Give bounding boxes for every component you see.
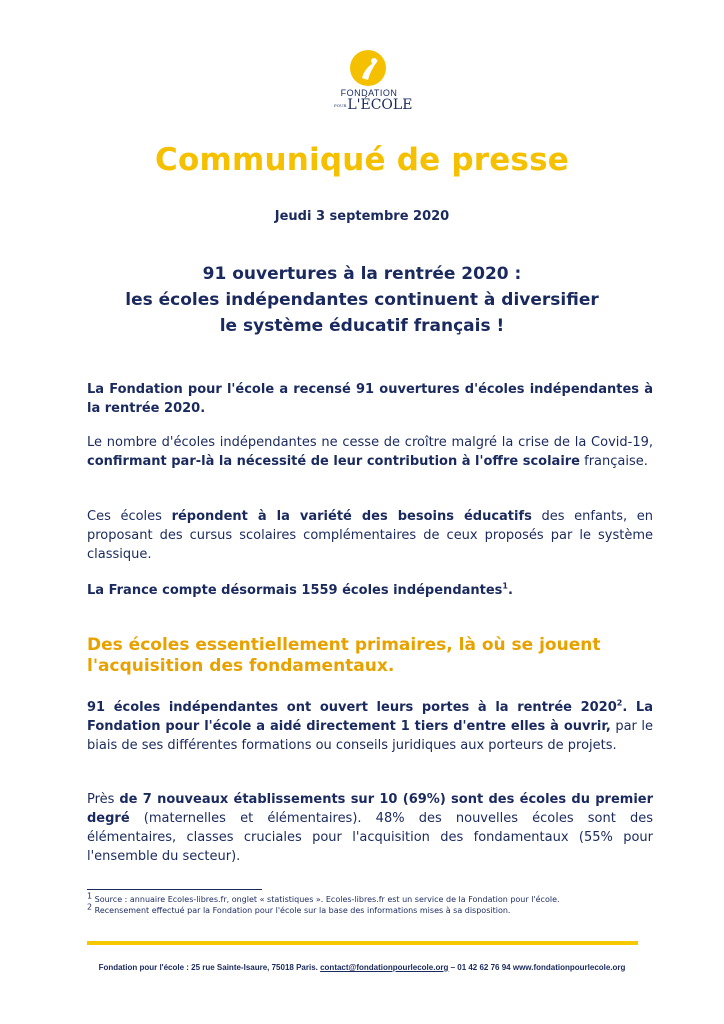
footer-divider bbox=[87, 941, 638, 945]
logo bbox=[334, 48, 413, 113]
footnote-1-text: Source : annuaire Ecoles-libres.fr, onglet « statistiques ». Ecoles-libres.fr est un service de la Fondation pour l'école. bbox=[92, 895, 560, 904]
footer-email-link[interactable]: contact@fondationpourlecole.org bbox=[320, 963, 449, 972]
paragraph-4-end: . bbox=[508, 583, 513, 598]
footer bbox=[0, 963, 724, 972]
paragraph-4-bold: La France compte désormais 1559 écoles indépendantes bbox=[87, 583, 503, 598]
paragraph-2-bold: confirmant par-là la nécessité de leur contribution à l'offre scolaire bbox=[87, 454, 580, 469]
footnotes bbox=[87, 891, 653, 916]
footnote-2 bbox=[87, 902, 653, 916]
footnote-divider bbox=[87, 889, 262, 890]
logo-text-fondation: FONDATION bbox=[340, 88, 398, 98]
paragraph-5-bold: 91 écoles indépendantes ont ouvert leurs portes à la rentrée 2020 bbox=[87, 700, 617, 715]
footer-address: Fondation pour l'école : 25 rue Sainte-Isaure, 75018 Paris. bbox=[98, 963, 321, 972]
footnote-ref-1: 1 bbox=[502, 581, 508, 591]
paragraph-2-text-2: française. bbox=[580, 454, 648, 469]
footnote-2-number: 2 bbox=[87, 902, 93, 912]
paragraph-1 bbox=[87, 380, 653, 418]
footnote-2-text: Recensement effectué par la Fondation pour l'école sur la base des informations mises à sa disposition. bbox=[92, 906, 511, 915]
paragraph-5 bbox=[87, 698, 653, 755]
logo-text-pour: POUR bbox=[334, 102, 347, 108]
headline-line-3: le système éducatif français ! bbox=[219, 316, 505, 336]
paragraph-3-bold: répondent à la variété des besoins éducatifs bbox=[171, 509, 532, 524]
paragraph-3 bbox=[87, 507, 653, 564]
footnote-1-number: 1 bbox=[87, 891, 93, 901]
paragraph-6-bold: de 7 nouveaux établissements sur 10 (69%) sont des écoles du premier degré bbox=[87, 792, 653, 826]
paragraph-3-text-1: Ces écoles bbox=[87, 509, 172, 524]
press-date: Jeudi 3 septembre 2020 bbox=[274, 209, 450, 224]
headline-line-2: les écoles indépendantes continuent à diversifier bbox=[125, 290, 599, 310]
footnote-ref-2: 2 bbox=[616, 698, 623, 708]
logo-text-ecole bbox=[334, 97, 413, 113]
paragraph-2 bbox=[87, 433, 653, 471]
paragraph-5-text: par le biais de ses différentes formations ou conseils juridiques aux porteurs de projets. bbox=[87, 719, 654, 753]
paragraph-6 bbox=[87, 790, 653, 866]
paragraph-6-text-1: Près bbox=[87, 792, 120, 807]
paragraph-5-bold-2: . La Fondation pour l'école a aidé directement 1 tiers d'entre elles à ouvrir, bbox=[87, 700, 653, 734]
paragraph-1-bold: La Fondation pour l'école a recensé 91 ouvertures d'écoles indépendantes à la rentrée 2020. bbox=[87, 382, 653, 416]
section-title: Des écoles essentiellement primaires, là où se jouent l'acquisition des fondamentaux. bbox=[87, 635, 601, 676]
headline bbox=[100, 261, 624, 339]
page-title: Communiqué de presse bbox=[155, 142, 569, 178]
footnote-1 bbox=[87, 891, 653, 905]
footer-contact: – 01 42 62 76 94 www.fondationpourlecole.org bbox=[448, 963, 626, 972]
sun-figure-icon bbox=[348, 48, 388, 88]
paragraph-6-text-2: (maternelles et élémentaires). 48% des nouvelles écoles sont des élémentaires, classes cruciales pour l'acquisition des fondamentaux (55% pour l'ensemble du secteur). bbox=[87, 811, 653, 864]
paragraph-2-text-1: Le nombre d'écoles indépendantes ne cesse de croître malgré la crise de la Covid-19, bbox=[87, 435, 653, 450]
headline-line-1: 91 ouvertures à la rentrée 2020 : bbox=[202, 264, 522, 284]
logo-text-lecole: L'ÉCOLE bbox=[347, 97, 413, 113]
paragraph-4 bbox=[87, 581, 653, 600]
paragraph-3-text-2: des enfants, en proposant des cursus scolaires complémentaires de ceux proposés par le système classique. bbox=[87, 509, 654, 562]
